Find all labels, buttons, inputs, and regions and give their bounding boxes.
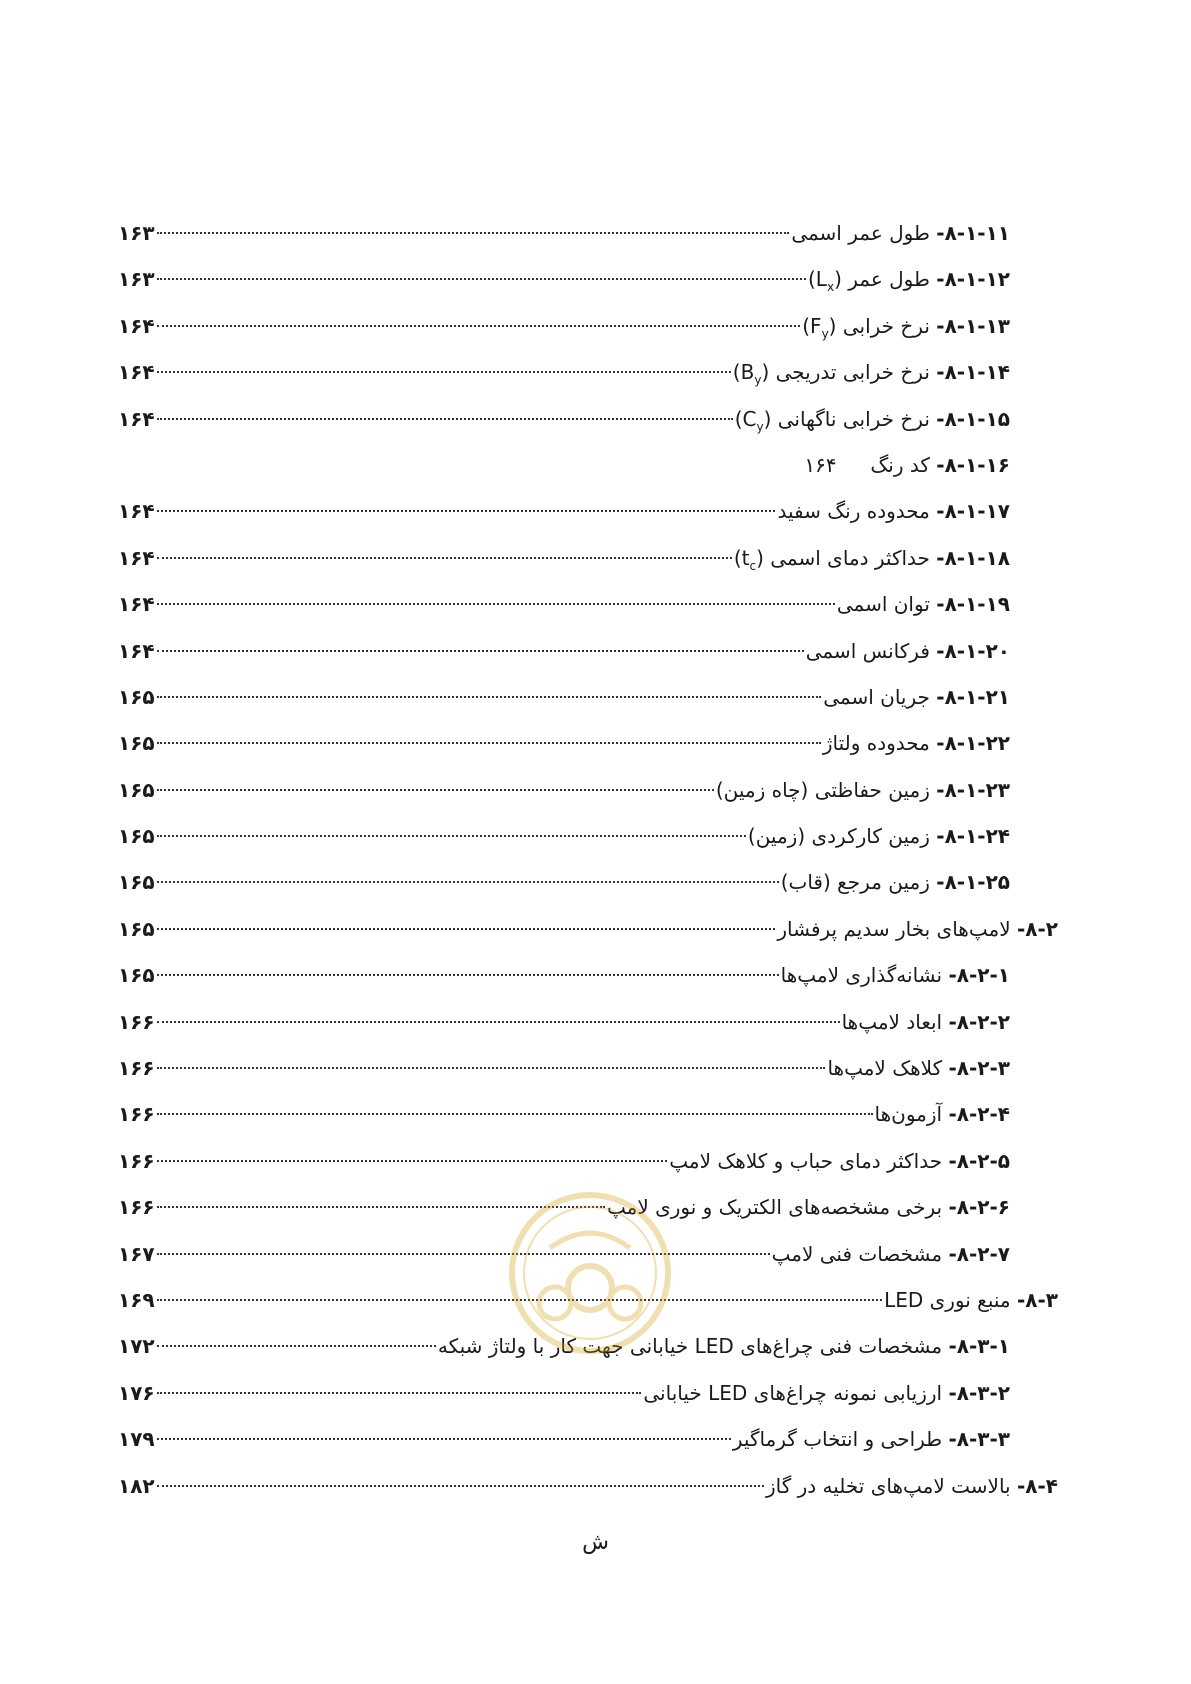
toc-entry-number: ۸-۱-۲۰- [936,638,1010,663]
toc-dot-leader [157,1253,770,1255]
toc-entry-number: ۸-۲-۳- [948,1056,1010,1081]
toc-dot-leader [157,1485,764,1487]
toc-entry-text: محدوده رنگ سفید [777,499,937,524]
toc-entry-page-number: ۱۶۵ [118,731,155,756]
toc-entry-page-number: ۱۶۶ [118,1102,155,1127]
toc-entry-title [837,581,1010,627]
toc-entry-text: طول عمر اسمی [791,221,937,245]
toc-entry-text: برخی مشخصه‌های الکتریک و نوری لامپ [606,1195,949,1220]
toc-entry-text: کد رنگ [870,452,937,477]
toc-entry-number: ۸-۱-۱۲- [936,267,1010,292]
toc-dot-leader [157,789,714,791]
toc-entry-text: جریان اسمی [823,684,937,709]
toc-entry-number: ۸-۲-۷- [948,1241,1010,1266]
toc-entry [118,396,1058,442]
toc-entry-title [875,1091,1011,1137]
toc-entry-text: نشانه‌گذاری لامپ‌ها [780,963,949,988]
toc-entry-page-number: ۱۶۴ [118,360,155,385]
toc-entry-number: ۸-۳- [1016,1287,1058,1312]
toc-entry-page-number: ۱۶۴ [118,638,155,663]
toc-entry-tail: ) [734,406,743,431]
toc-entry-text: طراحی و انتخاب گرماگیر [732,1427,949,1452]
toc-entry-text: نرخ خرابی ناگهانی (C [742,406,937,431]
toc-entry-title [806,628,1010,674]
toc-entry [118,256,1058,302]
toc-dot-leader [157,742,821,744]
toc-entry-text: زمین حفاظتی (چاه زمین) [715,777,937,802]
toc-entry [118,1370,1058,1416]
toc-entry-title [870,442,1010,488]
toc-entry-text: نرخ خرابی (F [810,313,937,338]
toc-entry-title [791,210,1010,256]
toc-dot-leader [157,928,776,930]
toc-entry [118,488,1058,534]
toc-entry-page-number: ۱۶۵ [118,870,155,895]
toc-entry-page-number: ۱۶۶ [118,1056,155,1081]
toc-dot-leader [157,974,779,976]
toc-entry [118,535,1058,581]
toc-dot-leader [157,1113,873,1115]
toc-entry-title [766,1463,1058,1509]
toc-entry-page-number: ۱۶۵ [118,777,155,802]
toc-entry-text: حداکثر دمای اسمی (t [741,545,937,570]
toc-entry [118,720,1058,766]
toc-entry-number: ۸-۳-۱- [948,1334,1010,1359]
toc-dot-leader [157,1392,642,1394]
toc-entry-title [716,767,1010,813]
toc-entry-number: ۸-۲-۶- [948,1195,1010,1220]
toc-dot-leader [157,1160,668,1162]
toc-entry [118,952,1058,998]
toc-entry-title [748,813,1010,859]
toc-entry-tail: ) [807,267,816,292]
toc-entry [118,1416,1058,1462]
toc-entry-text: لامپ‌های بخار سدیم پرفشار [777,916,1017,941]
toc-entry-title [669,1138,1010,1184]
toc-entry [118,767,1058,813]
toc-entry-page-number: ۱۶۳ [118,267,155,292]
toc-entry-number: ۸-۱-۲۴- [936,824,1010,849]
toc-entry-text: آزمون‌ها [874,1102,949,1127]
toc-entry-title [777,906,1058,952]
toc-entry-title [827,1045,1010,1091]
toc-entry [118,1138,1058,1184]
toc-entry-number: ۸-۱-۲۲- [936,731,1010,756]
toc-entry-page-number: ۱۶۷ [118,1241,155,1266]
toc-entry-page-number: ۱۸۲ [118,1473,155,1498]
toc-entry-page-number: ۱۶۵ [118,963,155,988]
toc-entry [118,1463,1058,1509]
toc-entry-number: ۸-۱-۱۹- [936,592,1010,617]
toc-entry-page-number: ۱۶۴ [118,313,155,338]
toc-entry-number: ۸-۱-۱۶- [936,452,1010,477]
toc-entry-title [643,1370,1010,1416]
toc-dot-leader [157,696,822,698]
toc-entry-title [823,674,1010,720]
toc-entry-page-number: ۱۶۶ [118,1148,155,1173]
toc-entry [118,442,1058,488]
toc-entry-number: ۸-۲-۵- [948,1148,1010,1173]
toc-entry-page-number: ۱۶۵ [118,916,155,941]
toc-entry-tail: ) [733,545,742,570]
toc-entry [118,859,1058,905]
toc-dot-leader [157,371,731,373]
toc-entry-number: ۸-۱-۱۷- [936,499,1010,524]
toc-dot-leader [157,510,776,512]
toc-entry-number: ۸-۱-۱۱- [936,221,1010,245]
toc-entry [118,906,1058,952]
toc-entry-text: ابعاد لامپ‌ها [841,1009,949,1034]
toc-entry-tail: ) [802,313,811,338]
toc-entry-number: ۸-۱-۲۵- [936,870,1010,895]
toc-dot-leader [157,1067,826,1069]
toc-entry-page-number: ۱۶۴ [118,406,155,431]
toc-entry-page-number: ۱۷۲ [118,1334,155,1359]
toc-entry-subscript: x [826,280,835,295]
toc-entry-subscript: c [749,558,757,573]
toc-entry-page-number: ۱۶۵ [118,684,155,709]
toc-dot-leader [157,557,732,559]
toc-entry-tail: ) [732,360,741,385]
toc-entry-title [733,1416,1010,1462]
toc-entry-number: ۸-۱-۱۸- [936,545,1010,570]
toc-entry [118,1091,1058,1137]
toc-entry [118,628,1058,674]
toc-entry-page-number: ۱۶۶ [118,1195,155,1220]
watermark-stamp-icon [505,1188,675,1358]
toc-dot-leader [157,881,779,883]
toc-entry-text: بالاست لامپ‌های تخلیه در گاز [765,1473,1017,1498]
toc-entry-page-number: ۱۶۳ [118,221,155,245]
toc-dot-leader [157,1438,731,1440]
toc-entry-page-number: ۱۶۴ [118,592,155,617]
toc-entry [118,1045,1058,1091]
toc-entry-number: ۸-۳-۳- [948,1427,1010,1452]
toc-entry [118,999,1058,1045]
toc-entry-number: ۸-۱-۱۵- [936,406,1010,431]
toc-entry-text: نرخ خرابی تدریجی (B [740,360,937,385]
toc-entry-number: ۸-۴- [1016,1473,1058,1498]
toc-entry-text: محدوده ولتاژ [822,731,937,756]
toc-entry-number: ۸-۱-۲۳- [936,777,1010,802]
toc-dot-leader [157,1021,840,1023]
toc-entry-title [772,1231,1010,1277]
toc-entry [118,813,1058,859]
toc-entry-text: ارزیابی نمونه چراغ‌های LED خیابانی [643,1380,949,1405]
toc-entry-number: ۸-۱-۱۴- [936,360,1010,385]
toc-dot-leader [157,1345,436,1347]
toc-entry [118,674,1058,720]
toc-entry-text: فرکانس اسمی [805,638,937,663]
toc-entry [118,581,1058,627]
toc-entry-subscript: y [821,326,829,341]
toc-entry-text: حداکثر دمای حباب و کلاهک لامپ [669,1148,949,1173]
toc-entry-page-number: ۱۶۴ [118,499,155,524]
toc-dot-leader [157,418,733,420]
toc-entry-page-number: ۱۷۶ [118,1380,155,1405]
toc-entry [118,210,1058,256]
toc-entry-subscript: y [756,419,764,434]
toc-entry-page-number: ۱۷۹ [118,1427,155,1452]
toc-entry-text: کلاهک لامپ‌ها [827,1056,949,1081]
toc-entry-title [781,952,1010,998]
toc-entry [118,349,1058,395]
toc-entry-number: ۸-۲-۱- [948,963,1010,988]
toc-entry-title [823,720,1010,766]
toc-dot-leader [157,603,835,605]
toc-entry-subscript: y [754,373,762,388]
toc-entry-page-number: ۱۶۴ [804,452,837,477]
toc-dot-leader [157,650,804,652]
toc-entry-number: ۸-۲- [1016,916,1058,941]
toc-entry-title [777,488,1010,534]
toc-entry-number: ۸-۱-۱۳- [936,313,1010,338]
toc-entry-text: طول عمر (L [815,267,937,292]
toc-dot-leader [157,278,806,280]
toc-entry-text: مشخصات فنی چراغ‌های LED خیابانی جهت کار با ولتاژ شبکه [437,1334,949,1359]
toc-entry [118,303,1058,349]
toc-entry-text: زمین کارکردی (زمین) [747,824,937,849]
page-footer-letter: ش [582,1530,609,1555]
toc-entry-text: زمین مرجع (قاب) [780,870,937,895]
toc-entry-number: ۸-۲-۴- [948,1102,1010,1127]
toc-dot-leader [157,325,801,327]
toc-entry-page-number: ۱۶۶ [118,1009,155,1034]
toc-entry-text: توان اسمی [836,592,937,617]
toc-entry-number: ۸-۱-۲۱- [936,684,1010,709]
toc-entry-title [781,859,1010,905]
toc-entry-text: مشخصات فنی لامپ [771,1241,949,1266]
toc-entry-number: ۸-۲-۲- [948,1009,1010,1034]
toc-entry-number: ۸-۳-۲- [948,1380,1010,1405]
toc-entry-page-number: ۱۶۵ [118,824,155,849]
toc-dot-leader [157,232,790,234]
toc-entry-title [884,1277,1058,1323]
toc-entry-page-number: ۱۶۴ [118,545,155,570]
toc-entry-page-number: ۱۶۹ [118,1287,155,1312]
toc-entry-text: منبع نوری LED [884,1287,1017,1312]
toc-entry-title [842,999,1010,1045]
toc-dot-leader [157,835,746,837]
